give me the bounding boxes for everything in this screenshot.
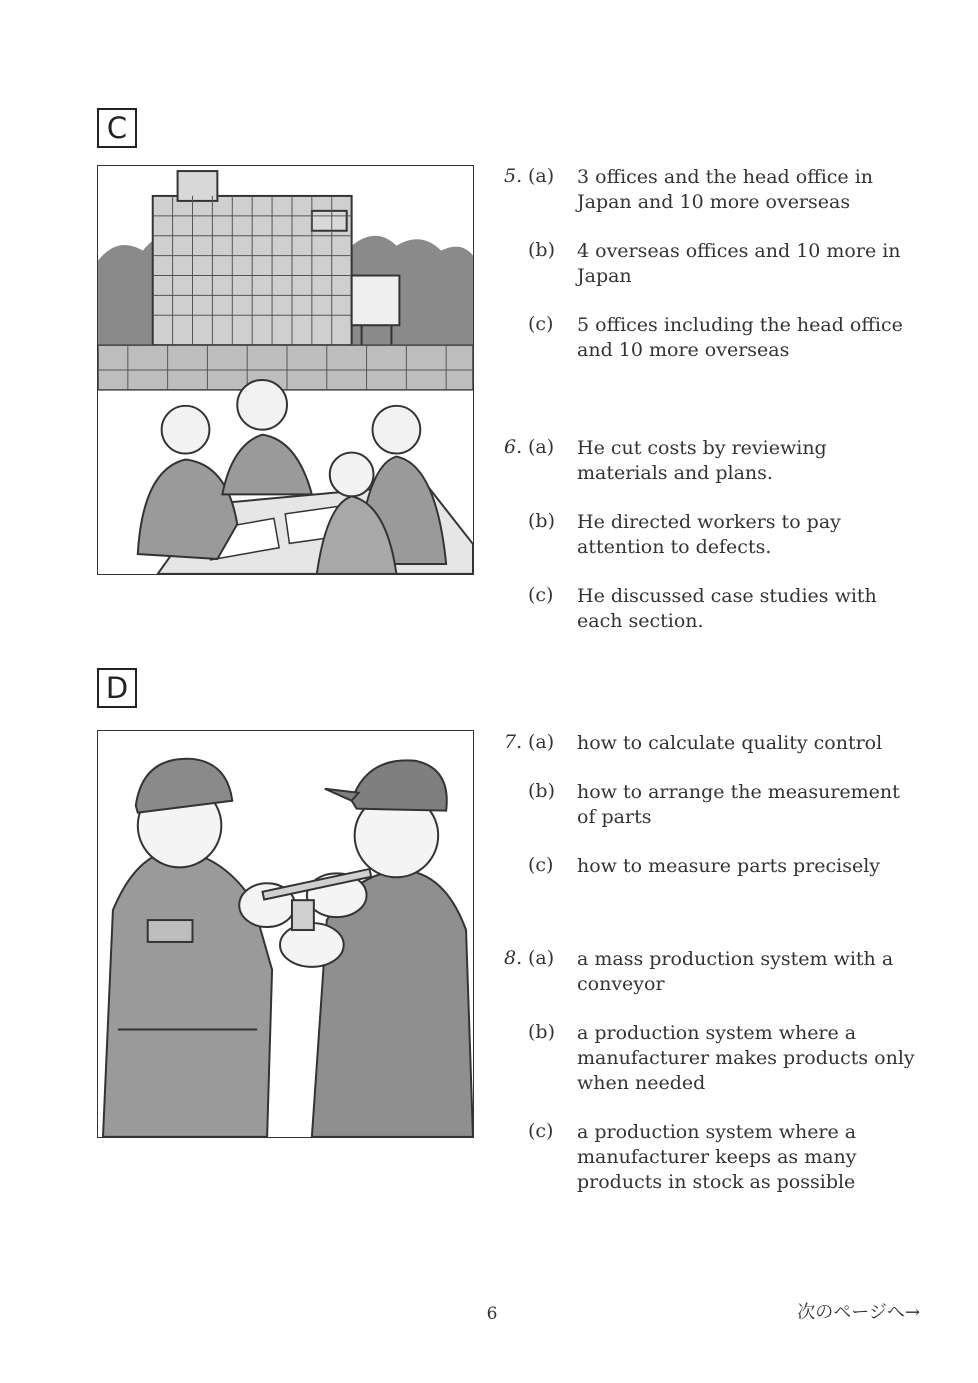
option-6a [500,436,920,486]
option-text: how to measure parts precisely [577,855,881,877]
question-6 [500,436,920,634]
option-8c [500,1120,920,1195]
option-7b [500,780,920,830]
option-letter: (a) [528,731,555,753]
option-5a [500,165,920,215]
question-5-number: 5. [504,165,523,187]
workers-measuring-illustration [97,730,474,1138]
office-building-meeting-drawing [98,166,473,574]
option-letter: (a) [528,436,555,458]
option-text: a production system where a manufacturer makes products only when needed [577,1022,915,1094]
next-page-label: 次のページへ→ [797,1302,920,1323]
option-7c [500,854,920,879]
option-letter: (c) [528,584,554,606]
option-text: He cut costs by reviewing materials and plans. [577,437,827,484]
option-letter: (c) [528,854,554,876]
question-7 [500,731,920,879]
option-5c [500,313,920,363]
option-8a [500,947,920,997]
option-letter: (a) [528,165,555,187]
question-5 [500,165,920,363]
option-text: how to calculate quality control [577,732,883,754]
question-6-number: 6. [504,436,523,458]
section-label-d: D [97,668,137,708]
option-text: a mass production system with a conveyor [577,948,894,995]
question-8 [500,947,920,1195]
question-8-number: 8. [504,947,523,969]
option-letter: (a) [528,947,555,969]
option-letter: (b) [528,510,555,532]
option-letter: (b) [528,1021,555,1043]
option-letter: (c) [528,313,554,335]
option-8b [500,1021,920,1096]
option-letter: (b) [528,780,555,802]
option-7a [500,731,920,756]
workers-caliper-drawing [98,731,473,1137]
option-6c [500,584,920,634]
option-text: He directed workers to pay attention to defects. [577,511,841,558]
option-text: 5 offices including the head office and 10 more overseas [577,314,903,361]
option-5b [500,239,920,289]
option-text: 4 overseas offices and 10 more in Japan [577,240,901,287]
option-text: 3 offices and the head office in Japan and 10 more overseas [577,166,874,213]
option-letter: (b) [528,239,555,261]
option-text: a production system where a manufacturer keeps as many products in stock as possible [577,1121,857,1193]
page-number: 6 [486,1304,498,1324]
question-7-number: 7. [504,731,523,753]
office-meeting-illustration [97,165,474,575]
option-letter: (c) [528,1120,554,1142]
option-6b [500,510,920,560]
option-text: He discussed case studies with each section. [577,585,877,632]
option-text: how to arrange the measurement of parts [577,781,900,828]
section-label-c: C [97,108,137,148]
